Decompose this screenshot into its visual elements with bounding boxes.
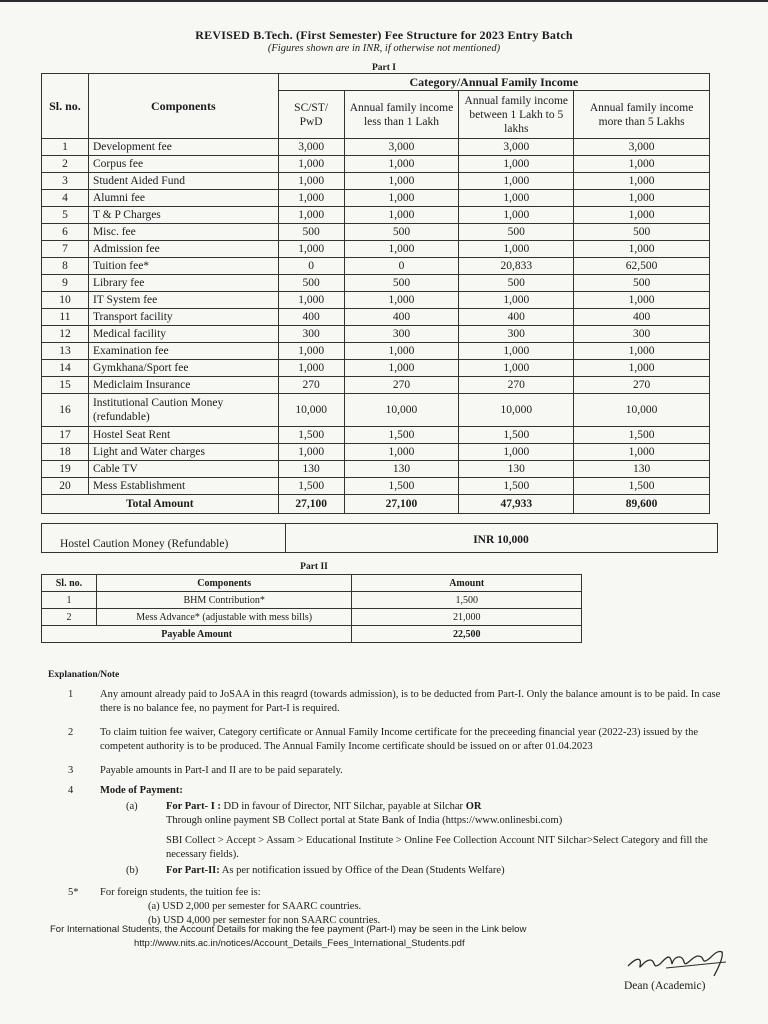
- row-income-below-1-lakh: 300: [344, 326, 459, 343]
- row-sl-no: 6: [42, 224, 89, 241]
- part1-mode-label: For Part- I :: [166, 801, 221, 812]
- row-sc-st-pwd: 0: [278, 258, 344, 275]
- row-income-above-5-lakh: 1,500: [574, 427, 710, 444]
- note-number: 4: [68, 785, 74, 796]
- row-component: Examination fee: [88, 343, 278, 360]
- row-income-below-1-lakh: 1,500: [344, 478, 459, 495]
- document-subtitle: (Figures shown are in INR, if otherwise not mentioned): [267, 43, 501, 54]
- row-income-below-1-lakh: 3,000: [344, 139, 459, 156]
- sub-letter: (a): [126, 801, 138, 812]
- table-row: [42, 360, 710, 377]
- row-sl-no: 16: [42, 394, 89, 427]
- part2-mode-label: For Part-II:: [166, 865, 220, 876]
- header-components: Components: [88, 74, 278, 139]
- table-row: [42, 173, 710, 190]
- row-sl-no: 13: [42, 343, 89, 360]
- row-sl-no: 11: [42, 309, 89, 326]
- part2-amount: 21,000: [352, 609, 582, 626]
- row-component: Misc. fee: [88, 224, 278, 241]
- note-text: Mode of Payment:: [100, 785, 183, 796]
- row-component: Mediclaim Insurance: [88, 377, 278, 394]
- row-component: Transport facility: [88, 309, 278, 326]
- row-sl-no: 20: [42, 478, 89, 495]
- part2-mode-text: As per notification issued by Office of the Dean (Students Welfare): [219, 865, 505, 876]
- row-sc-st-pwd: 300: [278, 326, 344, 343]
- row-income-above-5-lakh: 400: [574, 309, 710, 326]
- row-sc-st-pwd: 1,000: [278, 444, 344, 461]
- row-income-above-5-lakh: 1,000: [574, 207, 710, 224]
- table-row: [42, 309, 710, 326]
- row-sc-st-pwd: 1,500: [278, 427, 344, 444]
- row-income-below-1-lakh: 400: [344, 309, 459, 326]
- row-income-1-to-5-lakh: 500: [459, 275, 574, 292]
- intl-link[interactable]: http://www.nits.ac.in/notices/Account_Details_Fees_International_Students.pdf: [134, 938, 465, 949]
- row-sl-no: 3: [42, 173, 89, 190]
- table-row: [42, 343, 710, 360]
- row-component: Student Aided Fund: [88, 173, 278, 190]
- row-income-below-1-lakh: 1,000: [344, 156, 459, 173]
- row-sl-no: 7: [42, 241, 89, 258]
- row-income-1-to-5-lakh: 3,000: [459, 139, 574, 156]
- row-income-above-5-lakh: 300: [574, 326, 710, 343]
- row-sl-no: 8: [42, 258, 89, 275]
- row-income-1-to-5-lakh: 1,000: [459, 360, 574, 377]
- row-income-above-5-lakh: 130: [574, 461, 710, 478]
- row-income-above-5-lakh: 1,000: [574, 190, 710, 207]
- note-number: 5*: [68, 887, 79, 898]
- row-income-above-5-lakh: 1,500: [574, 478, 710, 495]
- row-income-1-to-5-lakh: 1,000: [459, 241, 574, 258]
- part1-mode-text: DD in favour of Director, NIT Silchar, payable at Silchar: [220, 801, 466, 812]
- row-income-below-1-lakh: 1,000: [344, 173, 459, 190]
- non-saarc-fee: (b) USD 4,000 per semester for non SAARC countries.: [148, 915, 381, 926]
- row-income-below-1-lakh: 1,000: [344, 360, 459, 377]
- table-row: [42, 394, 710, 427]
- part2-header-amount: Amount: [352, 575, 582, 592]
- note-text: Any amount already paid to JoSAA in this reagrd (towards admission), is to be deducted from Part-I. Only the balance amount is to be paid. In case there is no balance fee, no payment for Part-I is required.: [100, 689, 721, 714]
- note-1: [48, 688, 728, 716]
- payment-mode-b: [48, 864, 728, 878]
- note-3: [48, 764, 728, 778]
- row-component: Corpus fee: [88, 156, 278, 173]
- row-income-below-1-lakh: 10,000: [344, 394, 459, 427]
- row-income-below-1-lakh: 500: [344, 275, 459, 292]
- row-sl-no: 4: [42, 190, 89, 207]
- header-category: Category/Annual Family Income: [278, 74, 709, 91]
- row-sc-st-pwd: 1,000: [278, 360, 344, 377]
- note-text: For foreign students, the tuition fee is:: [100, 887, 261, 898]
- part2-table: [41, 574, 582, 643]
- row-component: Hostel Seat Rent: [88, 427, 278, 444]
- row-income-1-to-5-lakh: 20,833: [459, 258, 574, 275]
- fee-rows: [42, 139, 710, 495]
- note-number: 2: [68, 727, 74, 738]
- notes-heading: Explanation/Note: [48, 670, 120, 680]
- row-sc-st-pwd: 270: [278, 377, 344, 394]
- table-row: [42, 592, 582, 609]
- row-income-above-5-lakh: 3,000: [574, 139, 710, 156]
- sbi-collect-steps: SBI Collect > Accept > Assam > Educational Institute > Online Fee Collection Account NIT Silchar>Select Category and fill the necessary fields).: [166, 835, 708, 860]
- total-income-above-5-lakh: 89,600: [574, 495, 710, 514]
- row-sc-st-pwd: 1,000: [278, 343, 344, 360]
- row-income-below-1-lakh: 500: [344, 224, 459, 241]
- row-component: T & P Charges: [88, 207, 278, 224]
- or-label: OR: [465, 801, 482, 812]
- row-income-above-5-lakh: 1,000: [574, 241, 710, 258]
- table-row: [42, 377, 710, 394]
- row-component: Development fee: [88, 139, 278, 156]
- row-income-above-5-lakh: 1,000: [574, 343, 710, 360]
- table-row: [42, 241, 710, 258]
- table-row: [42, 224, 710, 241]
- table-row: [42, 427, 710, 444]
- table-row: [42, 461, 710, 478]
- row-sl-no: 17: [42, 427, 89, 444]
- row-income-above-5-lakh: 62,500: [574, 258, 710, 275]
- table-row: [42, 326, 710, 343]
- row-component: Light and Water charges: [88, 444, 278, 461]
- part1-fee-table: [41, 73, 710, 514]
- hostel-caution-label: Hostel Caution Money (Refundable): [60, 538, 229, 550]
- row-income-below-1-lakh: 1,000: [344, 343, 459, 360]
- payable-row: [42, 626, 582, 643]
- row-income-1-to-5-lakh: 10,000: [459, 394, 574, 427]
- saarc-fee: (a) USD 2,000 per semester for SAARC countries.: [148, 901, 362, 912]
- row-income-above-5-lakh: 1,000: [574, 360, 710, 377]
- row-income-below-1-lakh: 270: [344, 377, 459, 394]
- row-sl-no: 1: [42, 139, 89, 156]
- row-income-below-1-lakh: 1,000: [344, 207, 459, 224]
- row-income-1-to-5-lakh: 1,000: [459, 190, 574, 207]
- row-income-1-to-5-lakh: 1,000: [459, 173, 574, 190]
- table-row: [42, 190, 710, 207]
- explanation-notes: [48, 668, 728, 928]
- total-sc-st-pwd: 27,100: [278, 495, 344, 514]
- note-number: 3: [68, 765, 74, 776]
- row-income-1-to-5-lakh: 1,000: [459, 292, 574, 309]
- row-income-1-to-5-lakh: 1,000: [459, 207, 574, 224]
- table-row: [42, 207, 710, 224]
- header-sc-st-pwd: SC/ST/ PwD: [278, 91, 344, 139]
- row-income-1-to-5-lakh: 1,000: [459, 156, 574, 173]
- signatory-role: Dean (Academic): [624, 980, 706, 992]
- row-income-1-to-5-lakh: 1,000: [459, 444, 574, 461]
- part2-component: BHM Contribution*: [96, 592, 352, 609]
- row-sl-no: 5: [42, 207, 89, 224]
- note-2: [48, 726, 728, 754]
- payable-amount: 22,500: [352, 626, 582, 643]
- total-income-1-to-5-lakh: 47,933: [459, 495, 574, 514]
- total-label: Total Amount: [42, 495, 279, 514]
- note-text: Payable amounts in Part-I and II are to be paid separately.: [100, 765, 343, 776]
- hostel-caution-box: [41, 523, 718, 553]
- row-sl-no: 19: [42, 461, 89, 478]
- header-income-below-1-lakh: Annual family income less than 1 Lakh: [344, 91, 459, 139]
- part2-sl: 1: [42, 592, 97, 609]
- row-sl-no: 12: [42, 326, 89, 343]
- row-income-above-5-lakh: 10,000: [574, 394, 710, 427]
- row-sc-st-pwd: 1,000: [278, 241, 344, 258]
- row-income-1-to-5-lakh: 400: [459, 309, 574, 326]
- row-income-below-1-lakh: 1,000: [344, 444, 459, 461]
- row-income-below-1-lakh: 130: [344, 461, 459, 478]
- row-income-above-5-lakh: 500: [574, 275, 710, 292]
- total-income-below-1-lakh: 27,100: [344, 495, 459, 514]
- row-component: Tuition fee*: [88, 258, 278, 275]
- document-title: REVISED B.Tech. (First Semester) Fee Structure for 2023 Entry Batch: [195, 28, 573, 42]
- table-row: [42, 292, 710, 309]
- row-component: Alumni fee: [88, 190, 278, 207]
- row-component: IT System fee: [88, 292, 278, 309]
- table-row: [42, 139, 710, 156]
- note-text: To claim tuition fee waiver, Category certificate or Annual Family Income certificate for the preceeding financial year (2022-23) issued by the competent authority is to be produced. The Annual Family Income certificate should be issued on or after 01.04.2023: [100, 727, 698, 752]
- row-component: Cable TV: [88, 461, 278, 478]
- row-sc-st-pwd: 1,000: [278, 156, 344, 173]
- payable-label: Payable Amount: [42, 626, 352, 643]
- table-row: [42, 444, 710, 461]
- row-sl-no: 14: [42, 360, 89, 377]
- table-row: [42, 609, 582, 626]
- part2-component: Mess Advance* (adjustable with mess bills): [96, 609, 352, 626]
- part2-label: Part II: [300, 562, 328, 572]
- row-income-above-5-lakh: 1,000: [574, 444, 710, 461]
- row-income-above-5-lakh: 270: [574, 377, 710, 394]
- row-sc-st-pwd: 130: [278, 461, 344, 478]
- row-income-above-5-lakh: 1,000: [574, 173, 710, 190]
- hostel-caution-amount: INR 10,000: [473, 534, 529, 546]
- row-income-below-1-lakh: 1,000: [344, 241, 459, 258]
- row-income-1-to-5-lakh: 1,500: [459, 427, 574, 444]
- row-income-1-to-5-lakh: 130: [459, 461, 574, 478]
- top-border-line: [0, 0, 768, 2]
- row-sl-no: 2: [42, 156, 89, 173]
- header-income-1-to-5-lakh: Annual family income between 1 Lakh to 5 lakhs: [459, 91, 574, 139]
- row-sc-st-pwd: 500: [278, 224, 344, 241]
- row-component: Admission fee: [88, 241, 278, 258]
- row-income-below-1-lakh: 0: [344, 258, 459, 275]
- row-income-above-5-lakh: 500: [574, 224, 710, 241]
- row-sc-st-pwd: 1,000: [278, 173, 344, 190]
- part2-header-components: Components: [96, 575, 352, 592]
- signature-image: [626, 944, 736, 978]
- row-income-below-1-lakh: 1,000: [344, 292, 459, 309]
- row-sc-st-pwd: 3,000: [278, 139, 344, 156]
- part2-header-sl-no: Sl. no.: [42, 575, 97, 592]
- row-sc-st-pwd: 1,000: [278, 292, 344, 309]
- row-sc-st-pwd: 10,000: [278, 394, 344, 427]
- row-sl-no: 10: [42, 292, 89, 309]
- row-income-1-to-5-lakh: 1,000: [459, 343, 574, 360]
- table-row: [42, 258, 710, 275]
- row-sl-no: 9: [42, 275, 89, 292]
- note-number: 1: [68, 689, 74, 700]
- row-component: Gymkhana/Sport fee: [88, 360, 278, 377]
- row-sc-st-pwd: 400: [278, 309, 344, 326]
- sub-letter: (b): [126, 865, 139, 876]
- table-row: [42, 478, 710, 495]
- row-income-below-1-lakh: 1,000: [344, 190, 459, 207]
- row-sl-no: 15: [42, 377, 89, 394]
- intl-text: For International Students, the Account Details for making the fee payment (Part-I) may be seen in the Link below: [50, 924, 527, 935]
- table-row: [42, 275, 710, 292]
- table-row: [42, 156, 710, 173]
- row-component: Institutional Caution Money (refundable): [88, 394, 278, 427]
- row-income-1-to-5-lakh: 300: [459, 326, 574, 343]
- note-4: [48, 784, 728, 798]
- part2-amount: 1,500: [352, 592, 582, 609]
- row-sc-st-pwd: 1,500: [278, 478, 344, 495]
- row-income-below-1-lakh: 1,500: [344, 427, 459, 444]
- payment-mode-a: [48, 800, 728, 862]
- row-sl-no: 18: [42, 444, 89, 461]
- row-income-above-5-lakh: 1,000: [574, 156, 710, 173]
- header-sl-no: Sl. no.: [42, 74, 89, 139]
- part2-sl: 2: [42, 609, 97, 626]
- row-income-1-to-5-lakh: 270: [459, 377, 574, 394]
- row-income-1-to-5-lakh: 500: [459, 224, 574, 241]
- total-row: [42, 495, 710, 514]
- row-income-1-to-5-lakh: 1,500: [459, 478, 574, 495]
- part1-label: Part I: [371, 63, 396, 73]
- row-sc-st-pwd: 1,000: [278, 207, 344, 224]
- header-income-above-5-lakh: Annual family income more than 5 Lakhs: [574, 91, 710, 139]
- row-income-above-5-lakh: 1,000: [574, 292, 710, 309]
- row-component: Mess Establishment: [88, 478, 278, 495]
- row-sc-st-pwd: 500: [278, 275, 344, 292]
- row-component: Library fee: [88, 275, 278, 292]
- row-component: Medical facility: [88, 326, 278, 343]
- sb-collect-line: Through online payment SB Collect portal at State Bank of India (https://www.onlinesbi.com): [166, 815, 563, 826]
- note-5: [48, 886, 728, 928]
- row-sc-st-pwd: 1,000: [278, 190, 344, 207]
